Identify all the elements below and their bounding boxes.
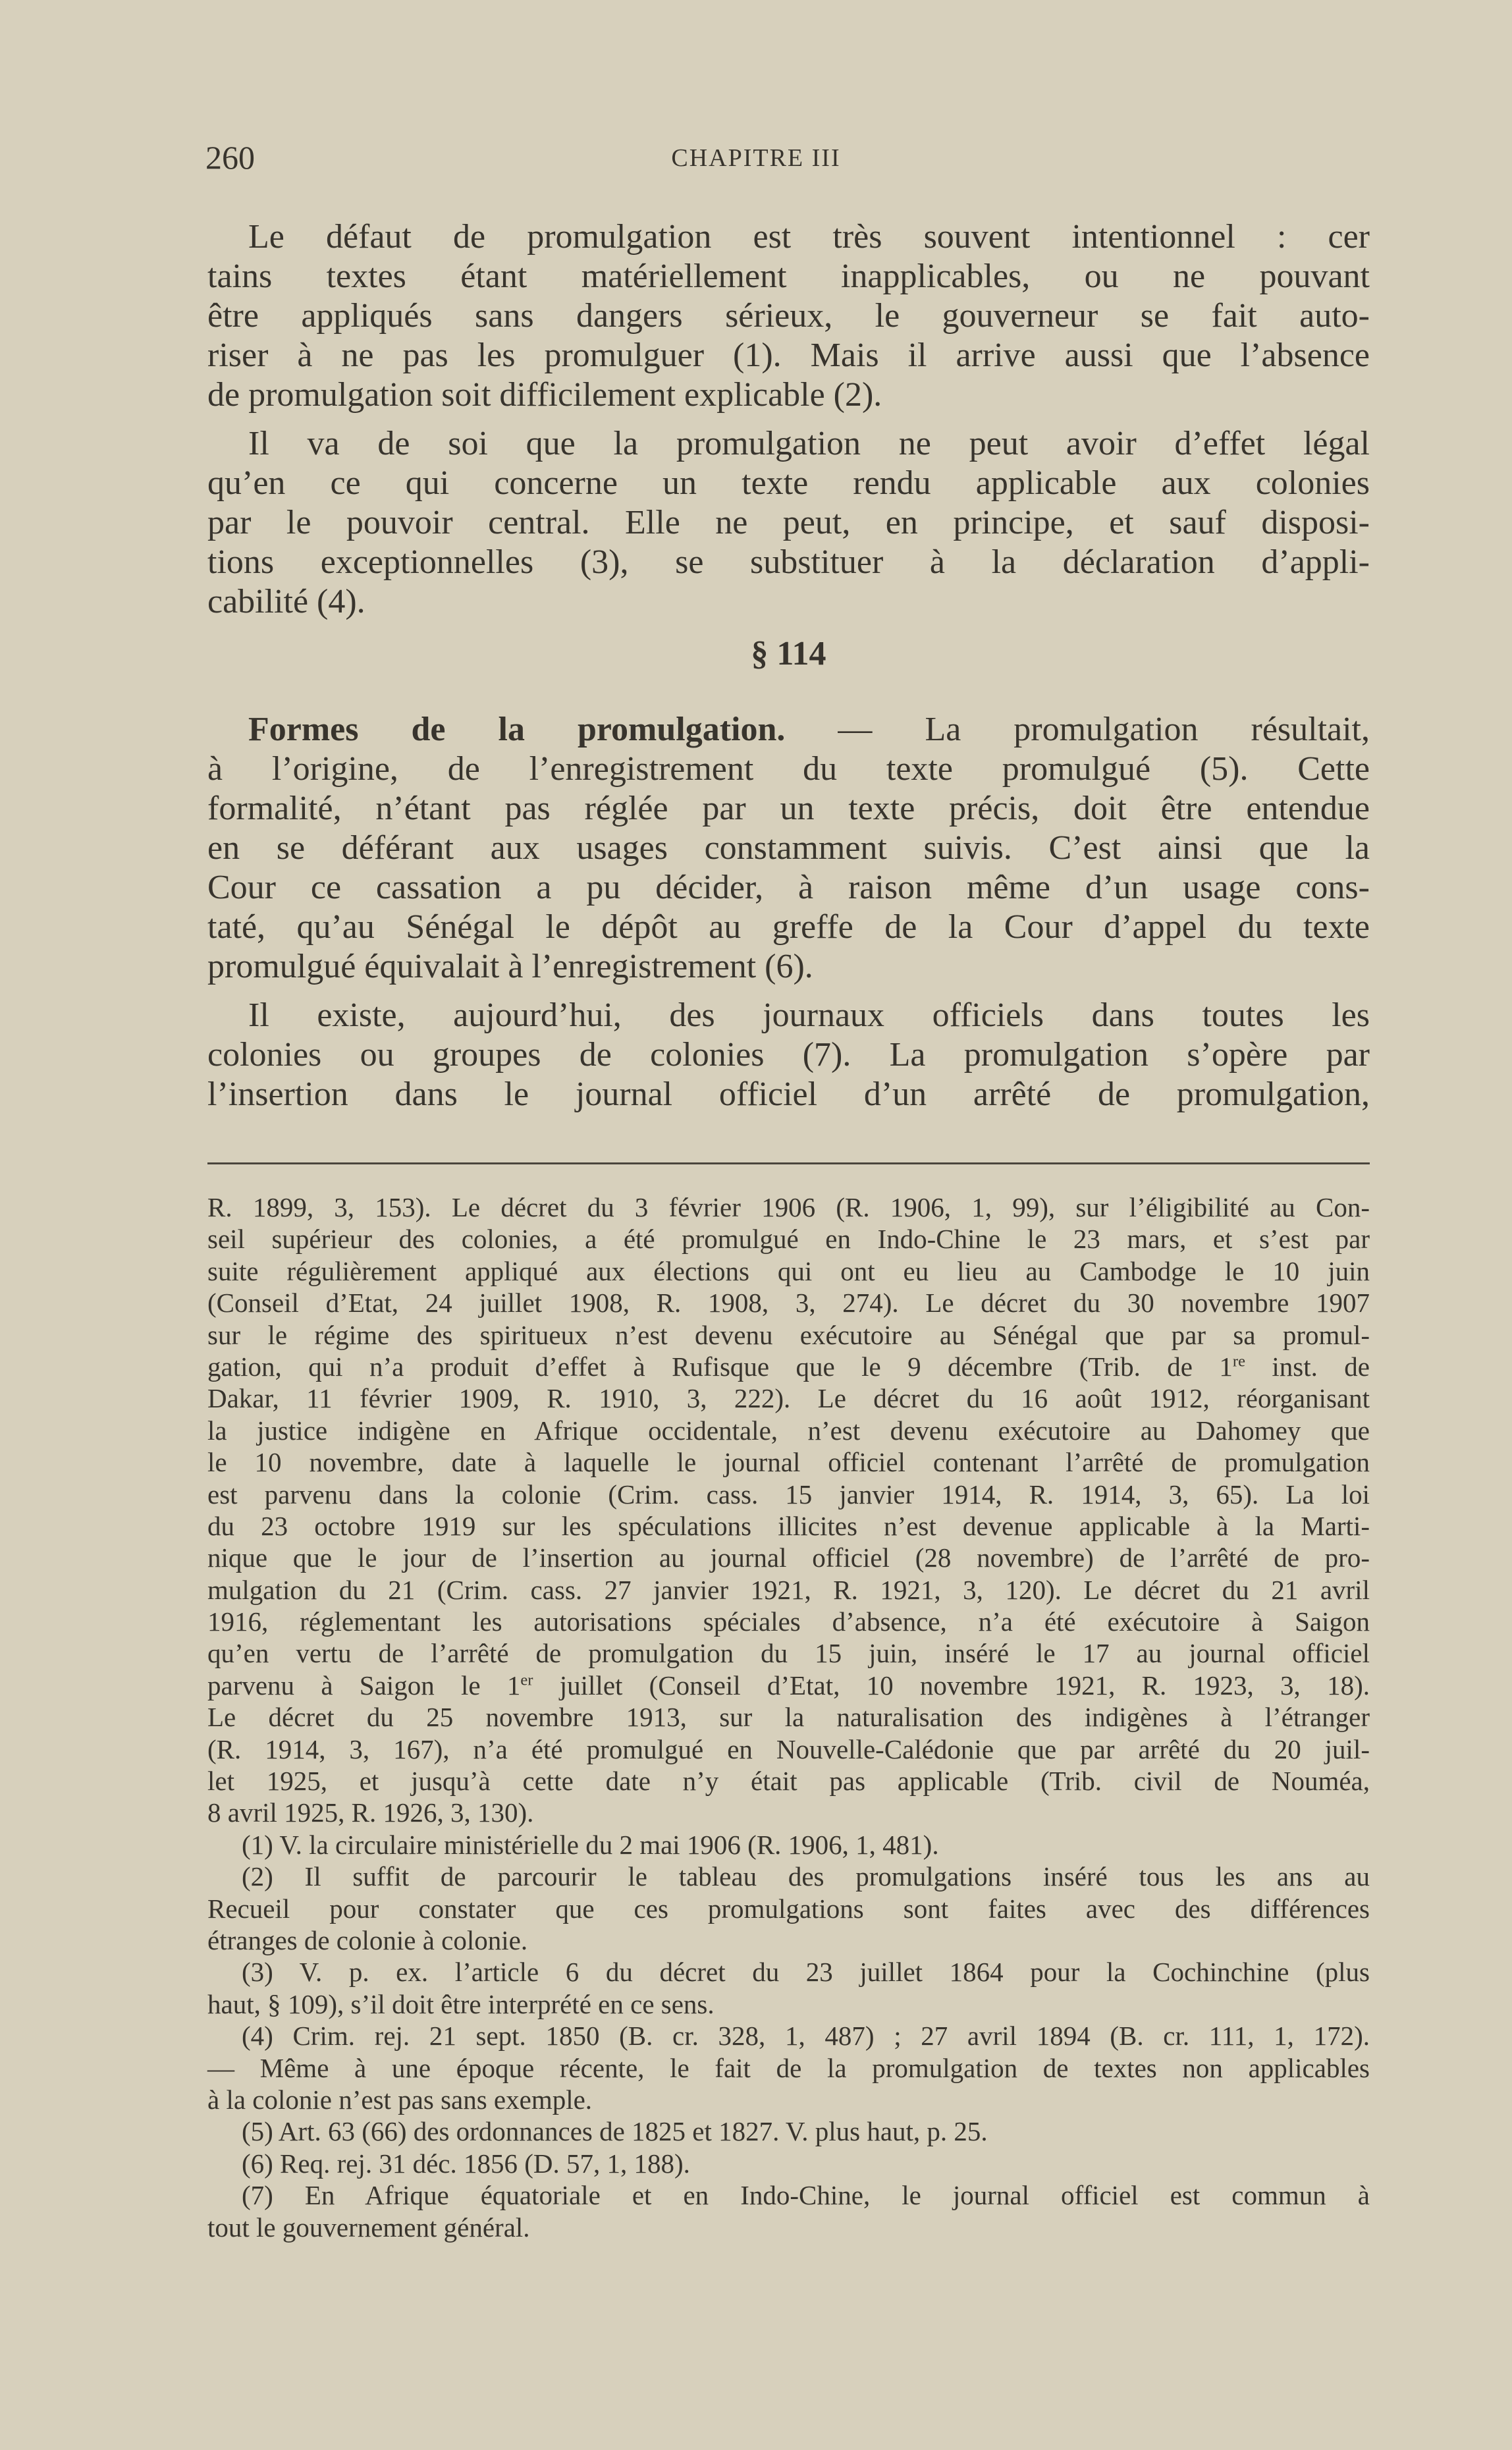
page-number: 260	[205, 139, 255, 176]
text-line: à l’origine, de l’enregistrement du texte promulgué (5). Cette	[207, 750, 1370, 788]
text-line: colonies ou groupes de colonies (7). La promulgation s’opère par	[207, 1036, 1370, 1074]
footnotes	[207, 1191, 1370, 2243]
text-line: promulgué équivalait à l’enregistrement (6).	[207, 948, 813, 985]
text-line: à la colonie n’est pas sans exemple.	[207, 2084, 593, 2115]
text-line: formalité, n’étant pas réglée par un texte précis, doit être entendue	[207, 790, 1370, 827]
text-line: tout le gouvernement général.	[207, 2212, 530, 2243]
paragraph-title: Formes de la promulgation.	[248, 711, 786, 748]
text-line: par le pouvoir central. Elle ne peut, en principe, et sauf disposi-	[207, 504, 1370, 541]
text-run: juillet (Conseil d’Etat, 10 novembre 1921, R. 1923, 3, 18).	[533, 1670, 1370, 1701]
main-text	[207, 217, 1370, 1124]
paragraph	[207, 217, 1370, 415]
text-line: haut, § 109), s’il doit être interprété en ce sens.	[207, 1988, 715, 2019]
text-line: du 23 octobre 1919 sur les spéculations illicites n’est devenue applicable à la Marti-	[207, 1510, 1370, 1541]
text-line: tions exceptionnelles (3), se substituer à la déclaration d’appli-	[207, 543, 1370, 581]
text-line: le 10 novembre, date à laquelle le journal officiel contenant l’arrêté de promulgation	[207, 1447, 1370, 1478]
footnote	[207, 1861, 1370, 1956]
text-line: Le défaut de promulgation est très souvent intentionnel : cer	[248, 218, 1370, 256]
text-line: suite régulièrement appliqué aux élections qui ont eu lieu au Cambodge le 10 juin	[207, 1255, 1370, 1286]
text-line: 8 avril 1925, R. 1926, 3, 130).	[207, 1797, 534, 1828]
text-line: être appliqués sans dangers sérieux, le gouverneur se fait auto-	[207, 297, 1370, 335]
paragraph	[207, 424, 1370, 622]
footnote	[207, 1956, 1370, 2020]
text-run: parvenu à Saigon le 1	[207, 1670, 521, 1701]
text-run: inst. de	[1245, 1351, 1370, 1382]
superscript: re	[1232, 1352, 1245, 1371]
footnote-divider	[207, 1162, 1370, 1164]
text-line: let 1925, et jusqu’à cette date n’y était pas applicable (Trib. civil de Nouméa,	[207, 1766, 1370, 1797]
footnote-continuation	[207, 1191, 1370, 1829]
text-line: nique que le jour de l’insertion au journal officiel (28 novembre) de l’arrêté de pro-	[207, 1542, 1370, 1573]
paragraph	[207, 996, 1370, 1114]
text-line: en se déférant aux usages constamment suivis. C’est ainsi que la	[207, 829, 1370, 867]
text-line: R. 1899, 3, 153). Le décret du 3 février 1906 (R. 1906, 1, 99), sur l’éligibilité au Con-	[207, 1192, 1370, 1222]
text-line	[207, 1670, 1370, 1701]
footnote	[207, 2020, 1370, 2115]
text-line: Le décret du 25 novembre 1913, sur la naturalisation des indigènes à l’étranger	[207, 1702, 1370, 1733]
text-line: riser à ne pas les promulguer (1). Mais il arrive aussi que l’absence	[207, 337, 1370, 374]
text-line: (2) Il suffit de parcourir le tableau des promulgations inséré tous les ans au	[242, 1861, 1370, 1892]
text-line: (3) V. p. ex. l’article 6 du décret du 23 juillet 1864 pour la Cochinchine (plus	[242, 1957, 1370, 1988]
text-line: mulgation du 21 (Crim. cass. 27 janvier 1921, R. 1921, 3, 120). Le décret du 21 avril	[207, 1574, 1370, 1605]
text-line: étranges de colonie à colonie.	[207, 1924, 528, 1955]
text-run: gation, qui n’a produit d’effet à Rufisque que le 9 décembre (Trib. de 1	[207, 1351, 1233, 1382]
text-line: Dakar, 11 février 1909, R. 1910, 3, 222). Le décret du 16 août 1912, réorganisant	[207, 1383, 1370, 1414]
text-line: cabilité (4).	[207, 583, 365, 620]
text-line: taté, qu’au Sénégal le dépôt au greffe de la Cour d’appel du texte	[207, 908, 1370, 946]
section-heading: § 114	[751, 635, 826, 672]
text-line	[207, 710, 1370, 749]
text-line: (1) V. la circulaire ministérielle du 2 mai 1906 (R. 1906, 1, 481).	[242, 1829, 939, 1860]
text-line: seil supérieur des colonies, a été promulgué en Indo-Chine le 23 mars, et s’est par	[207, 1224, 1370, 1255]
text-run: — La promulgation résultait,	[785, 711, 1370, 748]
text-line: Cour ce cassation a pu décider, à raison même d’un usage cons-	[207, 869, 1370, 906]
text-line: l’insertion dans le journal officiel d’un arrêté de promulgation,	[207, 1075, 1370, 1113]
paragraph	[207, 710, 1370, 987]
footnote	[207, 1829, 1370, 1861]
text-line	[207, 1351, 1370, 1382]
text-line: Il va de soi que la promulgation ne peut avoir d’effet légal	[248, 425, 1370, 462]
text-line: (6) Req. rej. 31 déc. 1856 (D. 57, 1, 188).	[242, 2148, 690, 2179]
text-line: 1916, réglementant les autorisations spéciales d’absence, n’a été exécutoire à Saigon	[207, 1606, 1370, 1637]
footnote	[207, 2115, 1370, 2147]
text-line: (5) Art. 63 (66) des ordonnances de 1825 et 1827. V. plus haut, p. 25.	[242, 2116, 988, 2147]
text-line: Il existe, aujourd’hui, des journaux officiels dans toutes les	[248, 996, 1370, 1034]
superscript: er	[520, 1671, 533, 1689]
text-line: de promulgation soit difficilement explicable (2).	[207, 376, 882, 414]
text-line: (R. 1914, 3, 167), n’a été promulgué en Nouvelle-Calédonie que par arrêté du 20 juil-	[207, 1733, 1370, 1764]
text-line: (4) Crim. rej. 21 sept. 1850 (B. cr. 328, 1, 487) ; 27 avril 1894 (B. cr. 111, 1, 172).	[242, 2021, 1370, 2052]
text-line: tains textes étant matériellement inapplicables, ou ne pouvant	[207, 258, 1370, 295]
text-line: (7) En Afrique équatoriale et en Indo-Chine, le journal officiel est commun à	[242, 2180, 1370, 2211]
text-line: sur le régime des spiritueux n’est devenu exécutoire au Sénégal que par sa promul-	[207, 1319, 1370, 1350]
text-line: est parvenu dans la colonie (Crim. cass. 15 janvier 1914, R. 1914, 3, 65). La loi	[207, 1479, 1370, 1510]
footnote	[207, 2179, 1370, 2243]
running-head: CHAPITRE III	[671, 144, 841, 172]
text-line: (Conseil d’Etat, 24 juillet 1908, R. 1908, 3, 274). Le décret du 30 novembre 1907	[207, 1288, 1370, 1319]
footnote	[207, 2148, 1370, 2179]
text-line: — Même à une époque récente, le fait de la promulgation de textes non applicables	[207, 2052, 1370, 2083]
text-line: qu’en ce qui concerne un texte rendu applicable aux colonies	[207, 464, 1370, 502]
text-line: la justice indigène en Afrique occidentale, n’est devenu exécutoire au Dahomey que	[207, 1415, 1370, 1446]
text-line: qu’en vertu de l’arrêté de promulgation du 15 juin, inséré le 17 au journal officiel	[207, 1638, 1370, 1669]
text-line: Recueil pour constater que ces promulgations sont faites avec des différences	[207, 1893, 1370, 1924]
